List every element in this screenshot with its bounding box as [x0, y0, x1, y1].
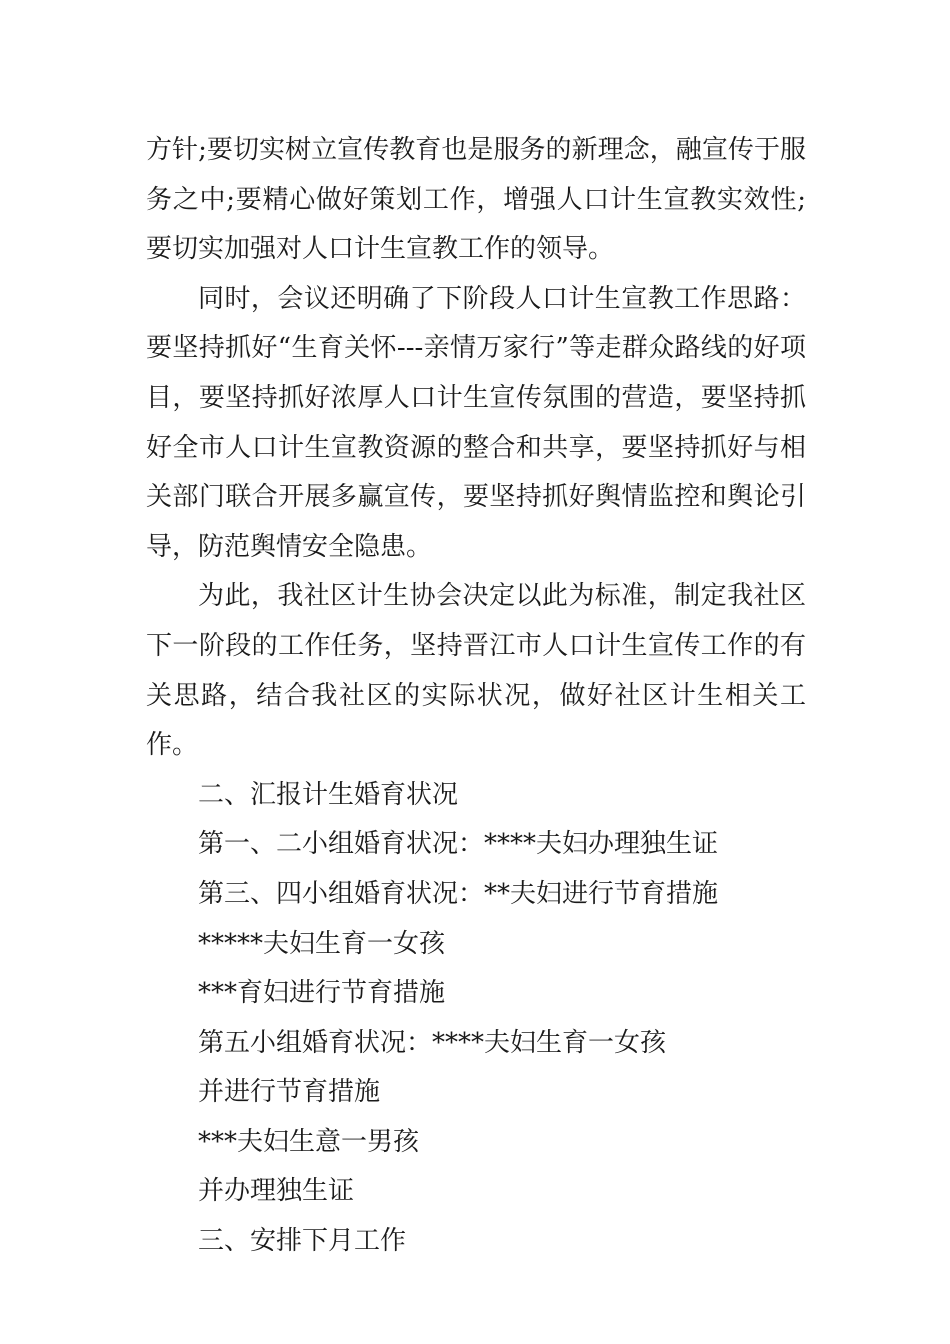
list-item: ***夫妇生意一男孩	[198, 1126, 420, 1157]
list-item: 第一、二小组婚育状况：****夫妇办理独生证	[198, 829, 719, 860]
paragraph-work-ideas: 同时，会议还明确了下阶段人口计生宣教工作思路：要坚持抓好“生育关怀---亲情万家行”等走群众路线的好项目，要坚持抓好浓厚人口计生宣传氛围的营造，要坚持抓好全市人口计生宣教资源的整合和共享，要坚持抓好与相关部门联合开展多赢宣传，要坚持抓好舆情监控和舆论引导，防范舆情安全隐患。	[146, 283, 806, 562]
list-item: 第三、四小组婚育状况：**夫妇进行节育措施	[198, 878, 719, 909]
paragraph-continuation: 方针;要切实树立宣传教育也是服务的新理念，融宣传于服务之中;要精心做好策划工作，增强人口计生宣教实效性;要切实加强对人口计生宣教工作的领导。	[146, 135, 806, 265]
list-item: 并办理独生证	[198, 1176, 355, 1207]
paragraph-community-plan: 为此，我社区计生协会决定以此为标准，制定我社区下一阶段的工作任务，坚持晋江市人口计生宣传工作的有关思路，结合我社区的实际状况，做好社区计生相关工作。	[146, 581, 806, 761]
section-heading-next-month: 三、安排下月工作	[198, 1226, 407, 1257]
document-body	[146, 126, 806, 1267]
list-item: 并进行节育措施	[198, 1077, 381, 1108]
section-heading-marriage-report: 二、汇报计生婚育状况	[198, 779, 459, 810]
list-item: ***育妇进行节育措施	[198, 978, 446, 1009]
list-item: 第五小组婚育状况：****夫妇生育一女孩	[198, 1027, 667, 1058]
list-item: *****夫妇生育一女孩	[198, 928, 446, 959]
